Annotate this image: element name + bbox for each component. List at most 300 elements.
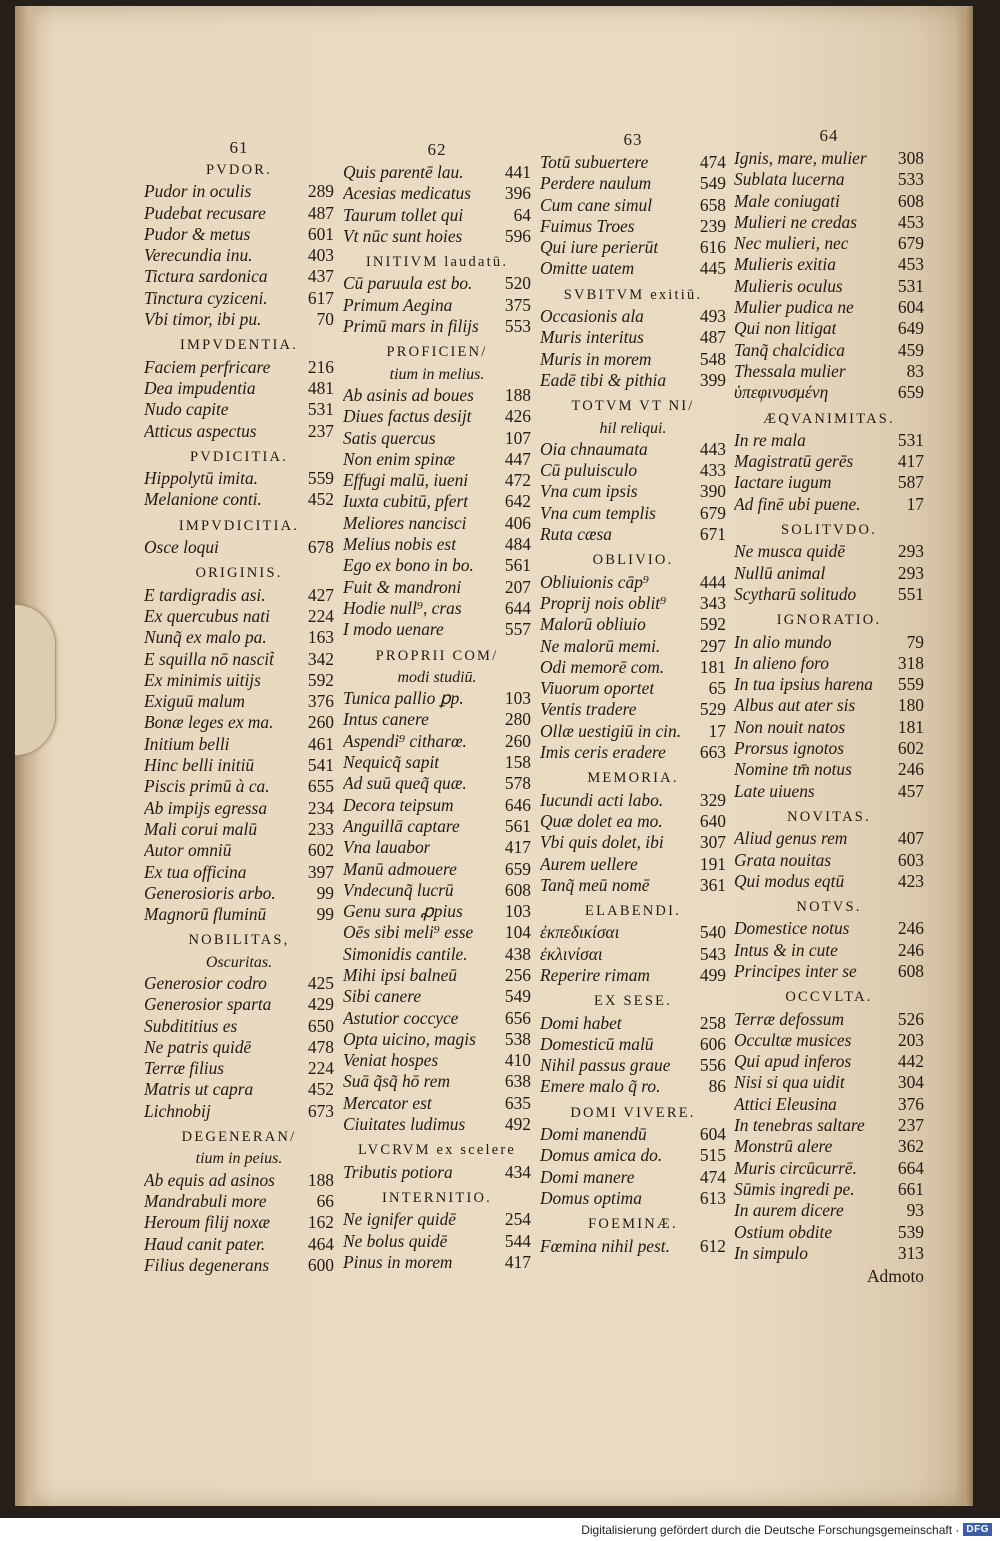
entry-number: 445 [699,258,726,279]
index-entry [540,152,726,173]
entry-text: Oēs sibi meli⁹ esse [343,922,474,943]
section-heading: ELABENDI. [585,903,681,920]
index-entry [144,670,334,691]
entry-text: Domi manendū [540,1124,647,1145]
entry-text: Mercator est [343,1092,432,1113]
entry-text: Principes inter se [734,960,857,981]
section-heading: PROPRII COM/ [375,647,499,664]
entry-number: 234 [307,797,334,818]
index-entry [540,349,726,370]
index-entry [343,226,531,247]
entry-number: 596 [504,225,531,246]
entry-number: 658 [699,194,726,215]
index-entry [734,1200,924,1221]
entry-text: Omitte uatem [540,258,635,279]
index-entry [343,752,531,773]
entry-number: 561 [504,555,531,576]
column-page-number: 63 [623,130,643,149]
entry-text: Faciem perfricare [144,356,271,377]
index-entry [734,850,924,871]
entry-number: 246 [897,759,924,780]
section-subheading: tium in melius. [389,365,485,383]
entry-number: 403 [307,245,334,266]
entry-text: Ad suū queq̃ quæ. [343,773,467,794]
index-column-61 [144,138,334,1276]
entry-number: 437 [307,266,334,287]
index-entry [734,276,924,297]
entry-number: 237 [307,420,334,441]
entry-number: 180 [897,695,924,716]
entry-number: 313 [897,1242,924,1263]
index-entry [144,755,334,776]
entry-text: Ne bolus quidē [343,1230,448,1251]
entry-text: Haud canit pater. [144,1233,266,1254]
index-entry [343,470,531,491]
section-heading: INITIVM laudatū. [365,254,509,271]
entry-number: 70 [316,309,334,330]
entry-text: Aspendi⁹ citharœ. [343,730,467,751]
entry-text: Hippolytū imita. [144,468,258,489]
entry-text: Albus aut ater sis [734,695,856,716]
entry-text: Obliuionis cāp⁹ [540,571,649,592]
index-entry [144,649,334,670]
entry-number: 529 [699,699,726,720]
entry-number: 375 [504,294,531,315]
index-entry [734,340,924,361]
entry-text: Osce loqui [144,537,219,558]
entry-text: Qui non litigat [734,318,837,339]
index-entry [734,632,924,653]
entry-text: Nisi si qua uidit [734,1072,845,1093]
entry-text: In re mala [734,429,806,450]
entry-text: Anguillā captare [343,815,460,836]
entry-text: Melius nobis est [343,534,457,555]
index-entry [144,1101,334,1122]
index-entry [734,233,924,254]
entry-number: 587 [897,472,924,493]
entry-number: 318 [897,652,924,673]
index-entry [144,606,334,627]
entry-text: Domestice notus [734,918,850,939]
index-entry [734,191,924,212]
index-entry [343,1008,531,1029]
index-entry [144,537,334,558]
entry-text: Ne musca quidē [734,541,846,562]
entry-number: 304 [897,1072,924,1093]
entry-text: Nullū animal [734,562,826,583]
entry-text: Nunq̃ ex malo pa. [144,627,267,648]
index-entry [343,709,531,730]
entry-number: 181 [699,656,726,677]
entry-text: Grata nouitas [734,849,832,870]
page-spine [15,6,39,1506]
entry-number: 679 [699,502,726,523]
entry-text: Magistratū gerēs [734,451,854,472]
index-entry [343,1231,531,1252]
index-entry [734,738,924,759]
index-entry [144,585,334,606]
entry-number: 487 [699,327,726,348]
entry-number: 472 [504,470,531,491]
entry-text: Hinc belli initiū [144,755,255,776]
entry-number: 444 [699,571,726,592]
index-entry [144,883,334,904]
entry-number: 434 [504,1161,531,1182]
entry-number: 544 [504,1230,531,1251]
footer-credit-text: Digitalisierung gefördert durch die Deutsche Forschungsgemeinschaft · [581,1522,960,1537]
entry-number: 608 [897,960,924,981]
entry-text: Muris circūcurrē. [734,1157,857,1178]
entry-number: 551 [897,583,924,604]
entry-number: 181 [897,716,924,737]
index-entry [540,593,726,614]
index-entry [540,572,726,593]
entry-number: 390 [699,481,726,502]
entry-text: Manū admouere [343,858,457,879]
section-heading: MEMORIA. [587,770,679,787]
entry-number: 376 [897,1093,924,1114]
entry-text: Iucundi acti labo. [540,789,664,810]
entry-number: 553 [504,316,531,337]
entry-number: 17 [906,493,924,514]
entry-number: 515 [699,1145,726,1166]
index-entry [734,541,924,562]
entry-number: 464 [307,1233,334,1254]
entry-text: Hodie null⁹, cras [343,597,462,618]
entry-number: 342 [307,648,334,669]
entry-text: In tua ipsius harena [734,674,873,695]
entry-text: Pudebat recusare [144,202,266,223]
index-entry [144,1058,334,1079]
entry-text: Mihi ipsi balneū [343,964,457,985]
index-entry [540,216,726,237]
entry-number: 158 [504,752,531,773]
entry-text: Veniat hospes [343,1050,439,1071]
index-entry [734,871,924,892]
entry-number: 396 [504,183,531,204]
entry-text: Subdititius es [144,1015,238,1036]
entry-number: 474 [699,1166,726,1187]
entry-number: 549 [699,173,726,194]
entry-number: 79 [906,631,924,652]
index-entry [540,173,726,194]
index-entry [343,295,531,316]
entry-text: Non enim spinæ [343,448,456,469]
entry-number: 649 [897,318,924,339]
index-entry [144,1255,334,1276]
entry-number: 616 [699,237,726,258]
entry-number: 433 [699,460,726,481]
entry-number: 638 [504,1071,531,1092]
entry-text: Qui apud inferos [734,1051,852,1072]
index-entry [144,798,334,819]
index-entry [343,986,531,1007]
entry-number: 438 [504,943,531,964]
entry-number: 602 [897,738,924,759]
entry-text: Genu sura ꝓpius [343,901,463,922]
index-entry [144,203,334,224]
entry-number: 646 [504,794,531,815]
entry-text: Ab equis ad asinos [144,1169,275,1190]
entry-text: Sibi canere [343,986,422,1007]
entry-number: 417 [897,451,924,472]
index-entry [734,1222,924,1243]
index-entry [540,657,726,678]
entry-number: 65 [708,678,726,699]
index-entry [734,759,924,780]
entry-number: 655 [307,776,334,797]
section-heading: OBLIVIO. [592,552,674,569]
index-entry [144,776,334,797]
entry-text: Ex quercubus nati [144,605,270,626]
index-entry [734,1030,924,1051]
entry-text: Matris ut capra [144,1079,254,1100]
index-entry [343,273,531,294]
entry-number: 671 [699,524,726,545]
entry-number: 246 [897,918,924,939]
index-entry [343,880,531,901]
entry-text: Nec mulieri, nec [734,233,849,254]
entry-number: 308 [897,148,924,168]
entry-number: 664 [897,1157,924,1178]
entry-number: 224 [307,605,334,626]
index-entry [343,619,531,640]
entry-text: Sūmis ingredi pe. [734,1178,855,1199]
entry-number: 533 [897,169,924,190]
index-entry [734,584,924,605]
entry-text: Ciuitates ludimus [343,1114,466,1135]
entry-number: 548 [699,348,726,369]
entry-number: 531 [307,399,334,420]
entry-text: Ab impijs egressa [144,797,268,818]
entry-text: Thessala mulier [734,360,846,381]
entry-number: 426 [504,406,531,427]
entry-number: 203 [897,1029,924,1050]
entry-text: Scytharū solitudo [734,583,857,604]
index-entry [144,181,334,202]
entry-text: Aliud genus rem [734,828,848,849]
index-entry [540,195,726,216]
index-column-62 [343,140,531,1273]
entry-text: Intus canere [343,709,429,730]
entry-text: Vna lauabor [343,837,431,858]
entry-text: Sublata lucerna [734,169,845,190]
entry-number: 478 [307,1036,334,1057]
entry-number: 606 [699,1033,726,1054]
entry-text: Ostium obdite [734,1221,833,1242]
page-edge [955,6,973,1506]
index-entry [734,1051,924,1072]
entry-text: Ventis tradere [540,699,637,720]
entry-text: Odi memorē com. [540,656,665,677]
entry-text: Intus & in cute [734,939,838,960]
index-entry [144,357,334,378]
entry-text: ἐκπεδικίσαι [540,922,620,943]
section-heading: NOBILITAS, [188,932,290,949]
entry-number: 531 [897,275,924,296]
index-entry [540,922,726,943]
entry-text: Monstrū alere [734,1136,833,1157]
bookmark-tab [15,604,56,756]
entry-text: Mulieris exitia [734,254,836,275]
entry-text: Decora teipsum [343,794,454,815]
index-entry [144,1191,334,1212]
index-entry [343,773,531,794]
entry-text: Ollæ uestigiū in cin. [540,720,682,741]
index-entry [540,965,726,986]
entry-number: 256 [504,964,531,985]
index-entry [734,961,924,982]
entry-number: 656 [504,1007,531,1028]
index-entry [343,795,531,816]
entry-text: Reperire rimam [540,964,650,985]
entry-text: Pudor in oculis [144,181,252,202]
entry-number: 604 [897,297,924,318]
entry-number: 64 [513,204,531,225]
entry-number: 399 [699,369,726,390]
entry-text: Filius degenerans [144,1254,270,1275]
index-entry [540,460,726,481]
entry-text: Vna cum ipsis [540,481,638,502]
index-entry [540,614,726,635]
entry-text: Vbi timor, ibi pu. [144,309,262,330]
index-entry [343,406,531,427]
entry-number: 600 [307,1254,334,1275]
entry-text: Vt nūc sunt hoies [343,225,463,246]
entry-number: 601 [307,223,334,244]
index-entry [540,524,726,545]
section-heading: NOTVS. [796,899,862,916]
entry-text: Prorsus ignotos [734,738,844,759]
section-subheading: Oscuritas. [205,953,273,971]
index-entry [540,1188,726,1209]
entry-text: Totū subuertere [540,152,649,172]
entry-number: 531 [897,429,924,450]
entry-text: Initium belli [144,733,230,754]
index-entry [734,451,924,472]
entry-text: Ad finē ubi puene. [734,493,861,514]
entry-number: 678 [307,537,334,558]
index-entry [540,1124,726,1145]
entry-number: 104 [504,922,531,943]
entry-text: Cū paruula est bo. [343,273,473,294]
index-entry [343,555,531,576]
index-entry [343,534,531,555]
index-entry [540,237,726,258]
index-entry [343,1050,531,1071]
index-entry [734,1009,924,1030]
entry-number: 608 [897,190,924,211]
entry-text: Terræ filius [144,1058,225,1079]
entry-text: Quis parentē lau. [343,162,464,182]
index-entry [540,875,726,896]
index-entry [734,563,924,584]
entry-number: 592 [699,614,726,635]
entry-text: Iuxta cubitū, pfert [343,491,469,512]
entry-number: 397 [307,861,334,882]
index-entry [540,742,726,763]
entry-number: 417 [504,1251,531,1272]
entry-text: Ex minimis uitijs [144,669,261,690]
index-entry [144,468,334,489]
entry-number: 107 [504,427,531,448]
entry-number: 492 [504,1114,531,1135]
entry-text: Tictura sardonica [144,266,268,287]
entry-number: 642 [504,491,531,512]
entry-number: 561 [504,815,531,836]
entry-number: 246 [897,939,924,960]
section-heading: LVCRVM ex scelere [357,1142,517,1159]
entry-text: Mali corui malū [144,818,258,839]
entry-number: 604 [699,1124,726,1145]
entry-text: Primum Aegina [343,294,453,315]
entry-number: 603 [897,849,924,870]
index-entry [144,1079,334,1100]
entry-number: 188 [307,1169,334,1190]
index-entry [540,503,726,524]
index-entry [144,1170,334,1191]
entry-text: Attici Eleusina [734,1093,837,1114]
entry-text: Qui iure perierūt [540,237,659,258]
entry-text: Mulieri ne credas [734,211,857,232]
entry-number: 461 [307,733,334,754]
entry-number: 99 [316,882,334,903]
index-entry [144,734,334,755]
section-heading: SOLITVDO. [781,522,877,539]
entry-number: 640 [699,810,726,831]
entry-number: 417 [504,837,531,858]
index-entry [343,428,531,449]
entry-text: Magnorū fluminū [144,904,267,925]
entry-text: Emere malo q̃ ro. [540,1076,661,1097]
index-entry [734,254,924,275]
index-entry [144,245,334,266]
index-entry [734,361,924,382]
index-entry [540,439,726,460]
index-entry [540,1034,726,1055]
section-heading: PROFICIEN/ [386,344,488,361]
index-entry [343,1029,531,1050]
index-entry [343,513,531,534]
index-entry [343,901,531,922]
catchword: Admoto [866,1266,924,1287]
entry-text: Ne patris quidē [144,1036,252,1057]
entry-number: 559 [307,468,334,489]
entry-number: 612 [699,1235,726,1256]
entry-number: 224 [307,1058,334,1079]
entry-text: Vna cum templis [540,502,656,523]
section-heading: PVDOR. [206,162,272,178]
section-heading: TOTVM VT NI/ [571,398,695,415]
index-entry [734,318,924,339]
entry-text: Muris in morem [540,348,652,369]
index-entry [734,1179,924,1200]
entry-number: 644 [504,597,531,618]
entry-text: Ex tua officina [144,861,247,882]
entry-text: Pinus in morem [343,1251,453,1272]
entry-number: 191 [699,853,726,874]
entry-text: Muris interitus [540,327,644,348]
entry-number: 635 [504,1092,531,1113]
entry-text: Perdere naulum [540,173,652,194]
index-entry [734,494,924,515]
entry-text: Tributis potiora [343,1161,453,1182]
entry-text: Dea impudentia [144,377,256,398]
entry-number: 425 [307,972,334,993]
entry-number: 329 [699,789,726,810]
entry-text: In simpulo [734,1242,808,1263]
entry-number: 93 [906,1200,924,1221]
